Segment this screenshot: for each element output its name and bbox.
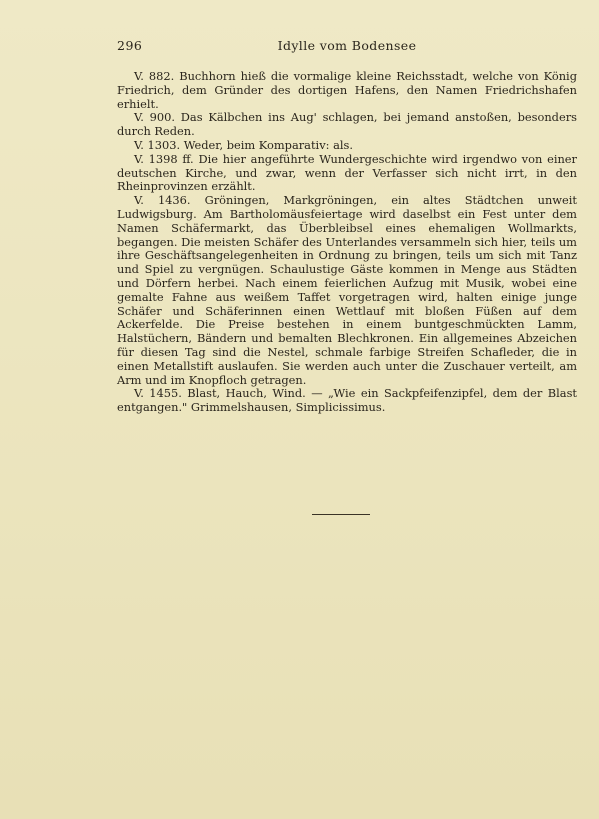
note-v882: V. 882. Buchhorn hieß die vormalige kleine Reichsstadt, welche von König Friedrich, dem Gründer des dortigen Hafens, den Namen Friedrichshafen erhielt. <box>117 69 577 111</box>
note-v900: V. 900. Das Kälbchen ins Aug' schlagen, bei jemand anstoßen, besonders durch Reden. <box>117 110 577 139</box>
note-v1436: V. 1436. Gröningen, Markgröningen, ein altes Städtchen unweit Ludwigsburg. Am Bartholomäusfeiertage wird daselbst ein Fest unter dem Namen Schäfermarkt, das Überbleibsel eines ehemaligen Wollmarkts, begangen. Die meisten Schäfer des Unterlandes versammeln sich hier, teils um ihre Geschäftsangelegenheiten in Ordnung zu bringen, teils um sich mit Tanz und Spiel zu vergnügen. Schaulustige Gäste kommen in Menge aus Städten und Dörfern herbei. Nach einem feierlichen Aufzug mit Musik, wobei eine gemalte Fahne aus weißem Taffet vorgetragen wird, halten einige junge Schäfer und Schäferinnen einen Wettlauf mit bloßen Füßen auf dem Ackerfelde. Die Preise bestehen in einem buntgeschmückten Lamm, Halstüchern, Bändern und bemalten Blechkronen. Ein allgemeines Abzeichen für diesen Tag sind die Nestel, schmale farbige Streifen Schafleder, die in einen Metallstift auslaufen. Sie werden auch unter die Zuschauer verteilt, am Arm und im Knopfloch getragen. <box>117 193 577 387</box>
note-v1455: V. 1455. Blast, Hauch, Wind. — „Wie ein Sackpfeifenzipfel, dem der Blast entgangen." Grimmelshausen, Simplicissimus. <box>117 386 577 415</box>
running-title: Idylle vom Bodensee <box>277 38 417 53</box>
page-number: 296 <box>117 38 143 53</box>
page-header <box>117 38 577 54</box>
notes-section <box>117 70 577 415</box>
note-v1398: V. 1398 ff. Die hier angeführte Wundergeschichte wird irgendwo von einer deutschen Kirche, und zwar, wenn der Verfasser sich nicht irrt, in den Rheinprovinzen erzählt. <box>117 151 577 194</box>
end-divider-rule <box>312 514 370 515</box>
note-v1303: V. 1303. Weder, beim Komparativ: als. <box>134 137 353 152</box>
